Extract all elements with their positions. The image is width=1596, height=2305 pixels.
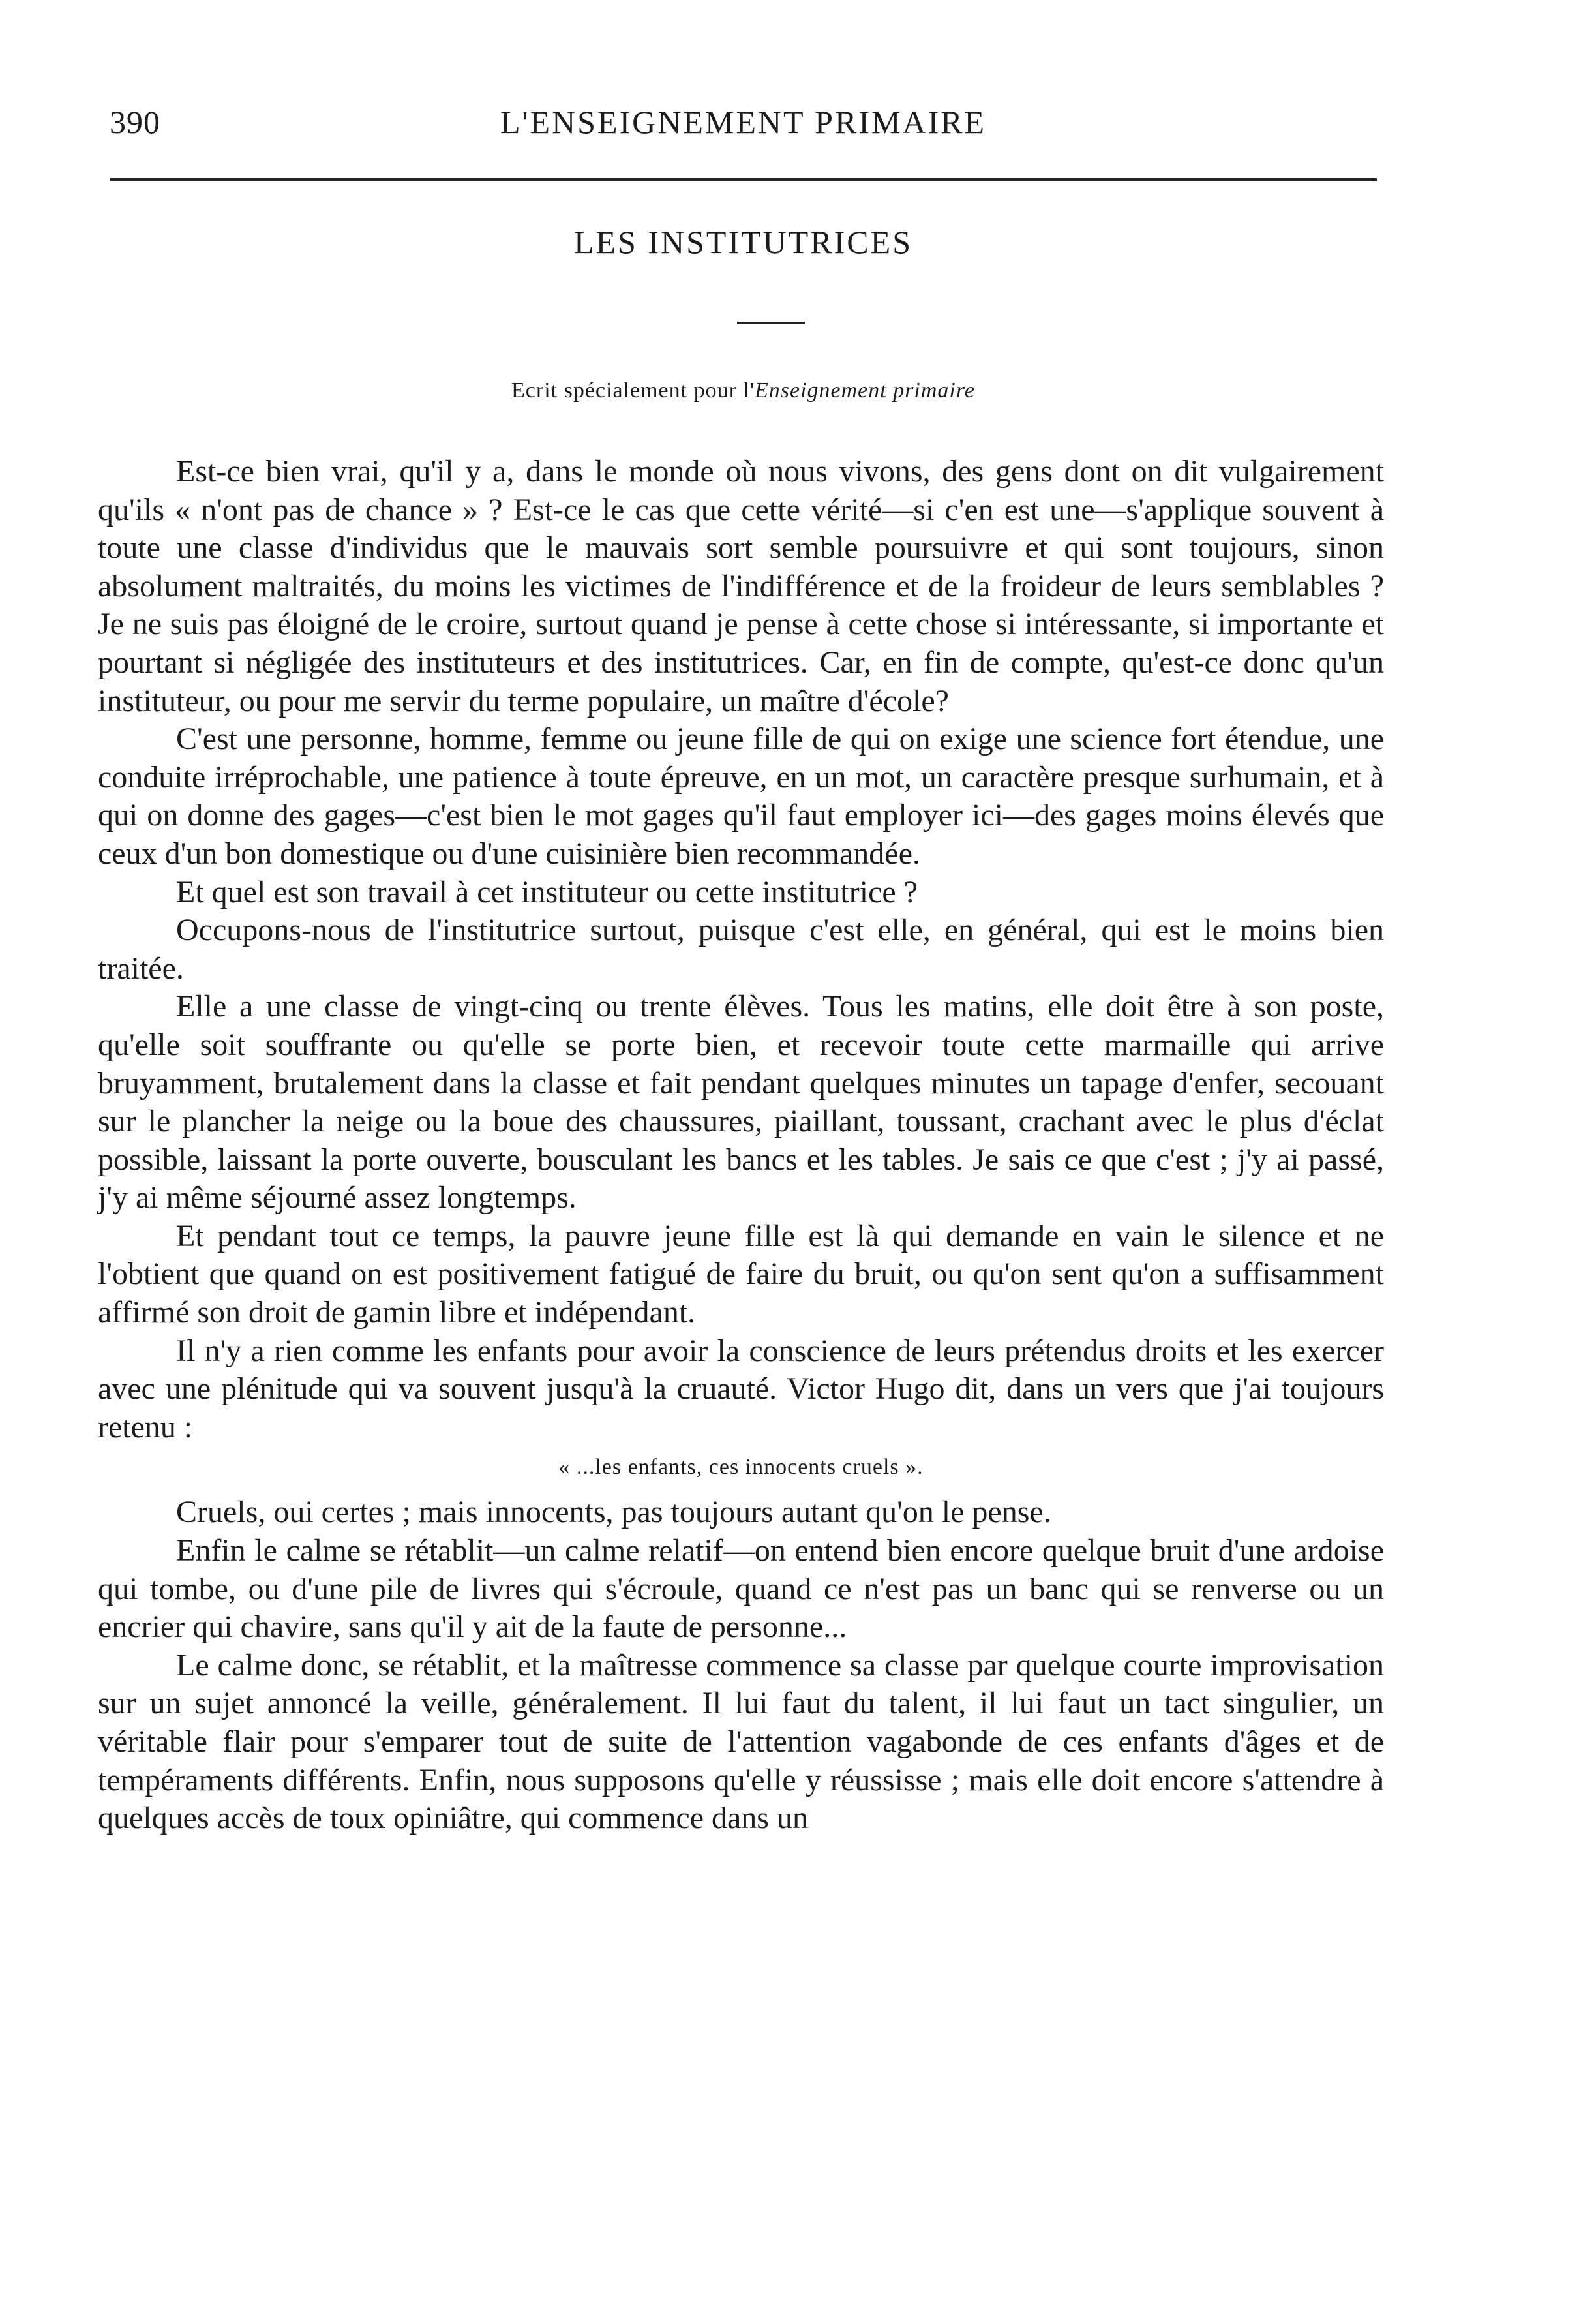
subtitle-prefix: Ecrit spécialement pour l' (511, 378, 755, 403)
paragraph: Occupons-nous de l'institutrice surtout, puisque c'est elle, en général, qui est le moins bien traitée. (98, 913, 1384, 986)
page-number: 390 (110, 104, 160, 140)
paragraph: Et pendant tout ce temps, la pauvre jeune fille est là qui demande en vain le silence et ne l'obtient que quand on est positivement fatigué de faire du bruit, ou qu'on sent qu'on a suffisamment affirmé son droit de gamin libre et indépendant. (98, 1218, 1384, 1330)
paragraph: Et quel est son travail à cet instituteur ou cette institutrice ? (176, 874, 918, 909)
paragraph: Il n'y a rien comme les enfants pour avoir la conscience de leurs prétendus droits et les exercer avec une plénitude qui va souvent jusqu'à la cruauté. Victor Hugo dit, dans un vers que j'ai toujours retenu : (98, 1333, 1384, 1444)
paragraph: C'est une personne, homme, femme ou jeune fille de qui on exige une science fort étendue, une conduite irréprochable, une patience à toute épreuve, en un mot, un caractère presque surhumain, et à qui on donne des gages—c'est bien le mot gages qu'il faut employer ici—des gages moins élevés que ceux d'un bon domestique ou d'une cuisinière bien recommandée. (98, 722, 1384, 871)
article-subtitle (110, 380, 1377, 402)
paragraph: Enfin le calme se rétablit—un calme relatif—on entend bien encore quelque bruit d'une ardoise qui tombe, ou d'une pile de livres qui s'écroule, quand ce n'est pas un banc qui se renverse ou un encrier qui chavire, sans qu'il y ait de la faute de personne... (98, 1533, 1384, 1645)
verse-quote: « ...les enfants, ces innocents cruels ». (558, 1455, 924, 1480)
running-title: L'ENSEIGNEMENT PRIMAIRE (500, 104, 987, 140)
paragraph: Le calme donc, se rétablit, et la maîtresse commence sa classe par quelque courte improvisation sur un sujet annoncé la veille, généralement. Il lui faut du talent, il lui faut un tact singulier, un véritable flair pour s'emparer tout de suite de l'attention vagabonde de ces enfants d'âges et de tempéraments différents. Enfin, nous supposons qu'elle y réussisse ; mais elle doit encore s'attendre à quelques accès de toux opiniâtre, qui commence dans un (98, 1647, 1384, 1836)
paragraph: Est-ce bien vrai, qu'il y a, dans le monde où nous vivons, des gens dont on dit vulgairement qu'ils « n'ont pas de chance » ? Est-ce le cas que cette vérité—si c'en est une—s'applique souvent à toute une classe d'individus que le mauvais sort semble poursuivre et qui sont toujours, sinon absolument maltraités, du moins les victimes de l'indifférence et de la froideur de leurs semblables ? Je ne suis pas éloigné de le croire, surtout quand je pense à cette chose si intéressante, si importante et pourtant si négligée des instituteurs et des institutrices. Car, en fin de compte, qu'est-ce donc qu'un instituteur, ou pour me servir du terme populaire, un maître d'école? (98, 454, 1384, 718)
subtitle-journal: Enseignement primaire (754, 378, 975, 403)
article-body (98, 453, 1384, 1838)
title-rule (737, 322, 805, 324)
paragraph: Cruels, oui certes ; mais innocents, pas toujours autant qu'on le pense. (176, 1495, 1051, 1530)
paragraph: Elle a une classe de vingt-cinq ou trente élèves. Tous les matins, elle doit être à son poste, qu'elle soit souffrante ou qu'elle se porte bien, et recevoir toute cette marmaille qui arrive bruyamment, brutalement dans la classe et fait pendant quelques minutes un tapage d'enfer, secouant sur le plancher la neige ou la boue des chaussures, piaillant, toussant, crachant avec le plus d'éclat possible, laissant la porte ouverte, bousculant les bancs et les tables. Je sais ce que c'est ; j'y ai passé, j'y ai même séjourné assez longtemps. (98, 989, 1384, 1215)
header-rule (110, 178, 1377, 181)
article-title: LES INSTITUTRICES (573, 224, 913, 260)
page-header (110, 106, 1377, 151)
